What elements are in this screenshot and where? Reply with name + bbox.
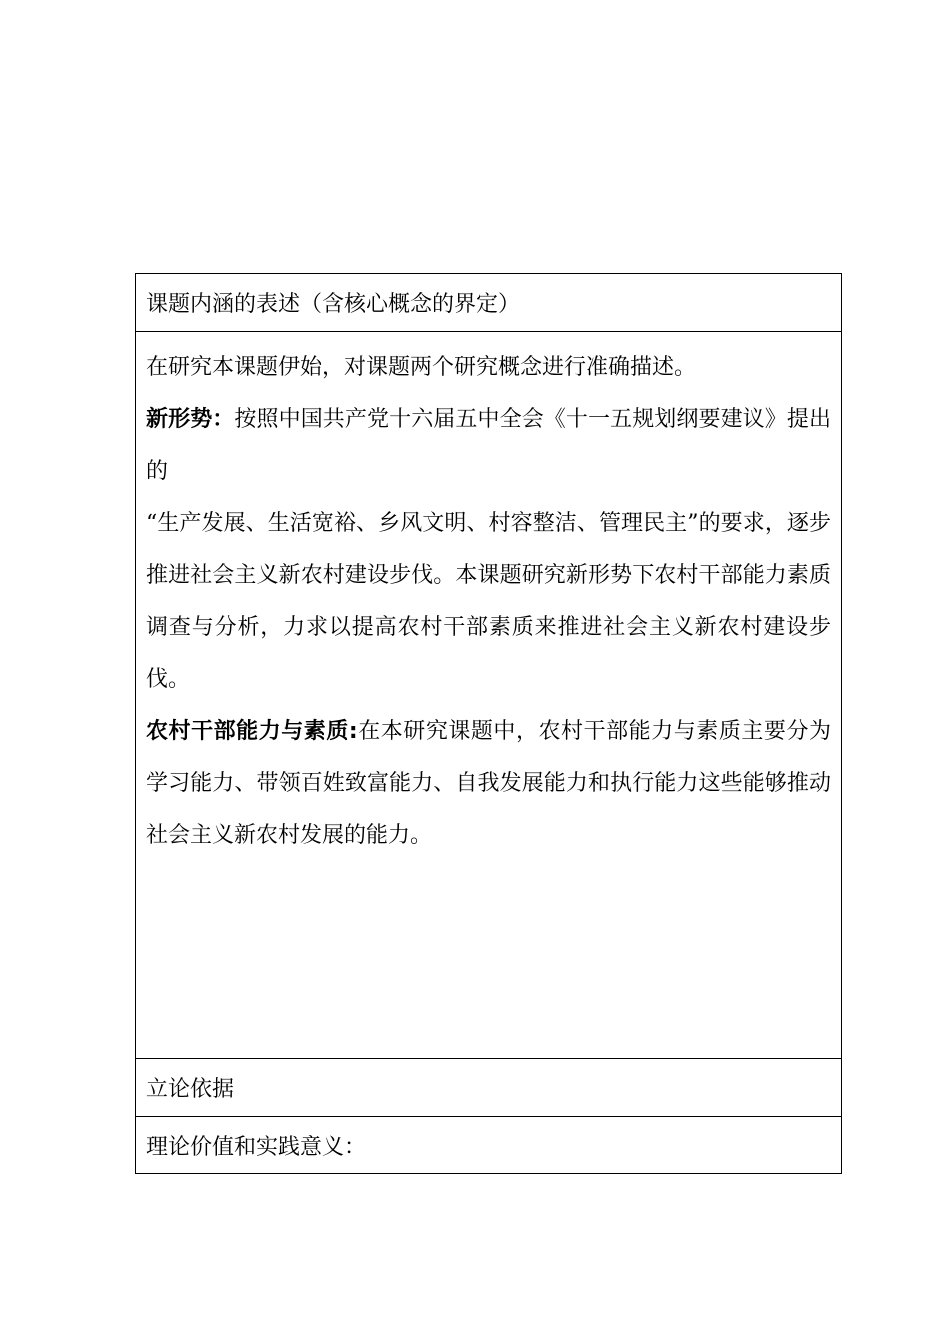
intro-paragraph: 在研究本课题伊始，对课题两个研究概念进行准确描述。 <box>146 355 697 380</box>
term-cadre-ability-label: 农村干部能力与素质: <box>146 719 358 744</box>
term-new-situation-text: 按照中国共产党十六届五中全会《十一五规划纲要建议》提出的 <box>146 407 831 484</box>
document-table <box>135 273 842 1174</box>
requirements-paragraph: “生产发展、生活宽裕、乡风文明、村容整洁、管理民主”的要求，逐步推进社会主义新农村建设步伐。本课题研究新形势下农村干部能力素质调查与分析，力求以提高农村干部素质来推进社会主义新农村建设步伐。 <box>146 511 831 692</box>
section-title-basis: 立论依据 <box>146 1077 235 1102</box>
term-cadre-ability-paragraph <box>146 706 831 862</box>
term-new-situation-label: 新形势： <box>146 407 235 432</box>
section-body-connotation <box>136 332 841 1059</box>
term-cadre-ability-text: 在本研究课题中，农村干部能力与素质主要分为学习能力、带领百姓致富能力、自我发展能力和执行能力这些能够推动社会主义新农村发展的能力。 <box>146 719 831 848</box>
section-body-basis <box>136 1117 841 1173</box>
section-header-connotation <box>136 274 841 332</box>
section-header-basis <box>136 1059 841 1117</box>
term-new-situation-paragraph <box>146 394 831 498</box>
section-title-connotation: 课题内涵的表述（含核心概念的界定） <box>146 292 521 317</box>
theory-practice-label: 理论价值和实践意义： <box>146 1134 367 1160</box>
